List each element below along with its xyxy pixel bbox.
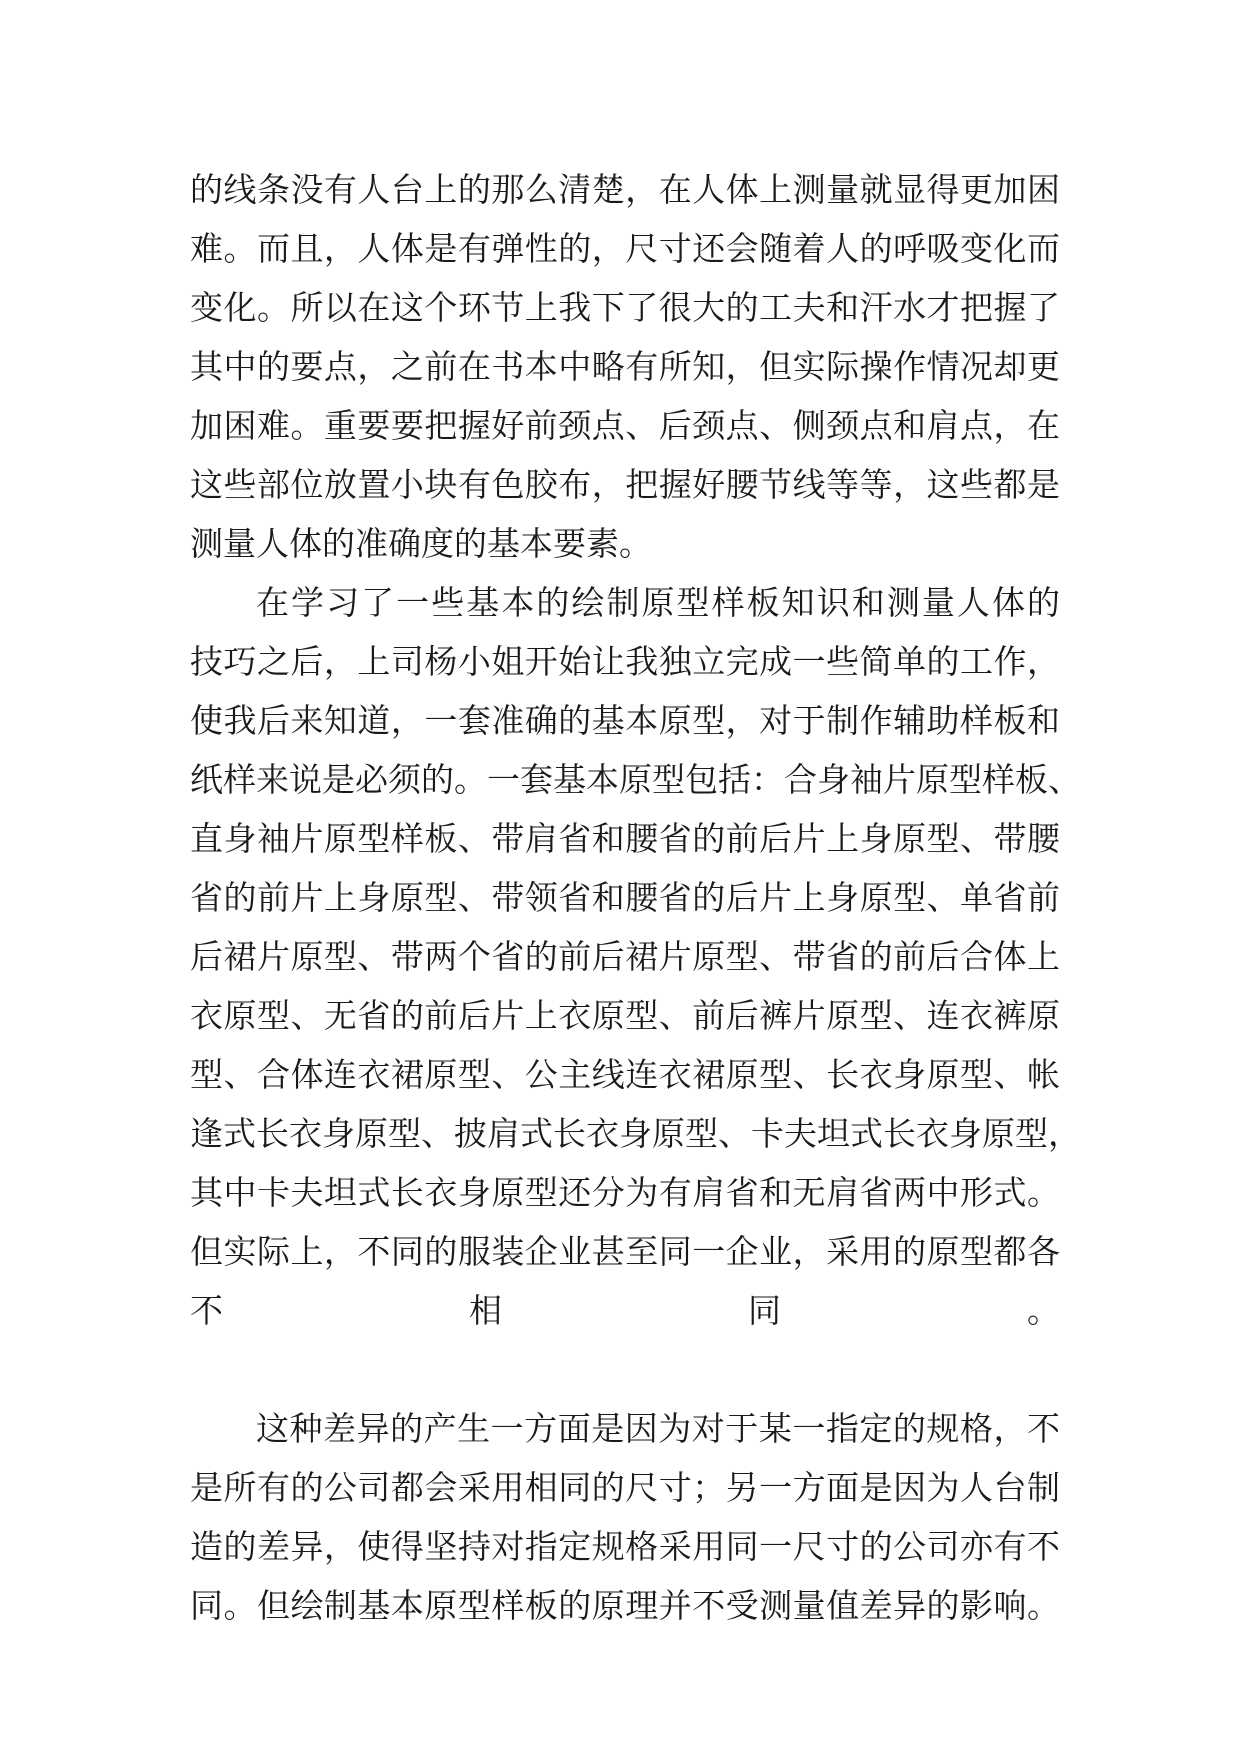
text-line: 使我后来知道，一套准确的基本原型，对于制作辅助样板和 — [190, 701, 1060, 740]
text-line: 这些部位放置小块有色胶布，把握好腰节线等等，这些都是 — [190, 465, 1060, 504]
text-line: 直身袖片原型样板、带肩省和腰省的前后片上身原型、带腰 — [190, 819, 1060, 858]
text-line: 是所有的公司都会采用相同的尺寸；另一方面是因为人台制 — [190, 1468, 1060, 1507]
text-line: 难。而且，人体是有弹性的，尺寸还会随着人的呼吸变化而 — [190, 229, 1060, 268]
text-line: 变化。所以在这个环节上我下了很大的工夫和汗水才把握了 — [190, 288, 1060, 327]
paragraph-3 — [190, 1399, 1060, 1635]
text-line: 加困难。重要要把握好前颈点、后颈点、侧颈点和肩点，在 — [190, 406, 1060, 445]
text-line: 在学习了一些基本的绘制原型样板知识和测量人体的 — [256, 583, 1060, 622]
text-line: 的线条没有人台上的那么清楚，在人体上测量就显得更加困 — [190, 170, 1060, 209]
text-line: 衣原型、无省的前后片上衣原型、前后裤片原型、连衣裤原 — [190, 996, 1060, 1035]
text-line: 逢式长衣身原型、披肩式长衣身原型、卡夫坦式长衣身原型， — [190, 1114, 1081, 1153]
text-line: 省的前片上身原型、带领省和腰省的后片上身原型、单省前 — [190, 878, 1060, 917]
text-line: 测量人体的准确度的基本要素。 — [190, 524, 652, 563]
text-line: 技巧之后，上司杨小姐开始让我独立完成一些简单的工作， — [190, 642, 1060, 681]
text-line: 其中的要点，之前在书本中略有所知，但实际操作情况却更 — [190, 347, 1060, 386]
text-line: 不相同。 — [190, 1291, 1060, 1330]
paragraph-1 — [190, 160, 1060, 573]
text-line: 后裙片原型、带两个省的前后裙片原型、带省的前后合体上 — [190, 937, 1060, 976]
text-line: 纸样来说是必须的。一套基本原型包括：合身袖片原型样板、 — [190, 760, 1081, 799]
text-line — [190, 1340, 1060, 1399]
text-line: 型、合体连衣裙原型、公主线连衣裙原型、长衣身原型、帐 — [190, 1055, 1060, 1094]
text-line: 这种差异的产生一方面是因为对于某一指定的规格，不 — [256, 1409, 1060, 1448]
body-text — [190, 160, 1081, 1635]
text-line: 但实际上，不同的服装企业甚至同一企业，采用的原型都各 — [190, 1232, 1060, 1271]
text-line: 造的差异，使得坚持对指定规格采用同一尺寸的公司亦有不 — [190, 1527, 1060, 1566]
text-line: 其中卡夫坦式长衣身原型还分为有肩省和无肩省两中形式。 — [190, 1173, 1060, 1212]
text-line: 同。但绘制基本原型样板的原理并不受测量值差异的影响。 — [190, 1586, 1060, 1625]
paragraph-2 — [190, 573, 1081, 1399]
